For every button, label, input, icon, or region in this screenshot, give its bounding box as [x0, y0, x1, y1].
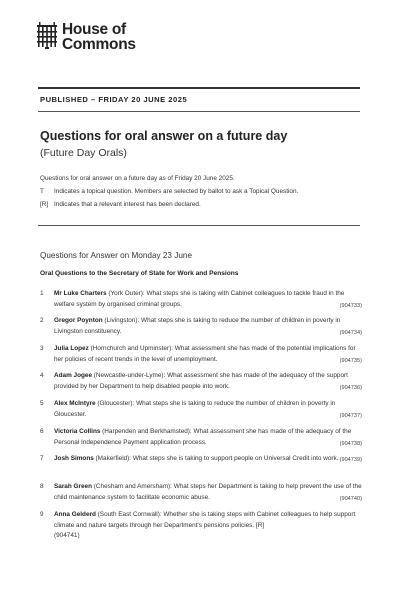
- question-reference: (904735): [339, 357, 362, 364]
- question-item: [40, 454, 362, 465]
- page-subtitle: (Future Day Orals): [40, 147, 127, 159]
- question-item: [40, 344, 362, 365]
- question-reference: (904738): [339, 440, 362, 447]
- legend-topical: [40, 188, 298, 195]
- intro-text: Questions for oral answer on a future day as of Friday 20 June 2025.: [40, 175, 235, 182]
- question-number: 7: [40, 455, 44, 462]
- member-constituency: (Makerfield):: [93, 455, 133, 462]
- question-number: 1: [40, 290, 44, 297]
- question-reference: (904733): [339, 302, 362, 309]
- question-item: [40, 399, 362, 420]
- question-item: [40, 289, 362, 310]
- question-reference: (904737): [339, 412, 362, 419]
- section-title: Questions for Answer on Monday 23 June: [40, 251, 193, 260]
- legend-symbol: [R]: [40, 201, 49, 208]
- legend-text: Indicates a topical question. Members are selected by ballot to ask a Topical Question.: [54, 188, 299, 195]
- question-item: [40, 427, 362, 448]
- question-text: What assessment she has made of the adequacy of the support provided by her Department to help disabled people into work.: [54, 372, 348, 390]
- member-name: Adam Jogee: [54, 372, 93, 379]
- question-text: What steps she is taking to reduce the number of children in poverty in Gloucester.: [54, 400, 336, 418]
- page-title: Questions for oral answer on a future day: [40, 129, 288, 143]
- member-name: Sarah Green: [54, 483, 93, 490]
- member-constituency: (Livingston):: [102, 317, 142, 324]
- question-number: 3: [40, 345, 44, 352]
- question-text: What steps she is taking with Cabinet colleagues to tackle fraud in the welfare system by organised criminal groups.: [54, 290, 345, 308]
- question-reference: (904736): [339, 384, 362, 391]
- department-subheading: Oral Questions to the Secretary of State for Work and Pensions: [40, 270, 239, 277]
- member-name: Mr Luke Charters: [54, 290, 107, 297]
- member-name: Alex McIntyre: [54, 400, 96, 407]
- published-date: PUBLISHED – FRIDAY 20 JUNE 2025: [40, 95, 188, 104]
- question-text: What assessment she has made of the potential implications for her policies of recent trends in the level of unemployment.: [54, 345, 356, 363]
- house-of-commons-logo: [36, 22, 136, 52]
- member-name: Julia Lopez: [54, 345, 89, 352]
- member-constituency: (York Outer):: [106, 290, 147, 297]
- section-rule: [38, 225, 360, 226]
- portcullis-icon: [36, 22, 58, 50]
- member-constituency: (South East Cornwall):: [95, 511, 164, 518]
- member-name: Josh Simons: [54, 455, 94, 462]
- question-text: What steps she is taking to reduce the number of children in poverty in Livingston constituency.: [54, 317, 341, 335]
- legend-text: Indicates that a relevant interest has been declared.: [54, 201, 201, 208]
- question-number: 2: [40, 317, 44, 324]
- question-reference: (904734): [339, 329, 362, 336]
- question-item: [40, 316, 362, 337]
- member-constituency: (Hornchurch and Upminster):: [88, 345, 175, 352]
- question-number: 4: [40, 372, 44, 379]
- question-reference: (904740): [339, 495, 362, 502]
- question-text: What steps her Department is taking to help prevent the use of the child maintenance system to facilitate economic abuse.: [54, 483, 362, 501]
- question-number: 5: [40, 400, 44, 407]
- question-item: [40, 510, 362, 542]
- logo-wordmark: [62, 22, 136, 52]
- member-constituency: (Gloucester):: [95, 400, 137, 407]
- member-name: Anna Gelderd: [54, 511, 96, 518]
- logo-line-2: Commons: [62, 36, 136, 53]
- question-text: Whether she is taking steps with Cabinet colleagues to help support climate and nature targets through her Department's pensions policies. [R]: [54, 511, 356, 529]
- question-number: 8: [40, 483, 44, 490]
- legend-interest: [40, 201, 201, 208]
- question-text: What assessment she has made of the adequacy of the Personal Independence Payment application process.: [54, 428, 352, 446]
- question-text: What steps she is taking to support people on Universal Credit into work.: [132, 455, 339, 462]
- legend-symbol: T: [40, 188, 44, 195]
- question-number: 6: [40, 428, 44, 435]
- logo-line-1: House of: [62, 21, 126, 38]
- question-item: [40, 482, 362, 503]
- member-name: Gregor Poynton: [54, 317, 103, 324]
- member-constituency: (Newcastle-under-Lyme):: [92, 372, 168, 379]
- header-bottom-rule: [38, 111, 360, 112]
- question-item: [40, 371, 362, 392]
- member-constituency: (Chesham and Amersham):: [92, 483, 174, 490]
- question-reference: (904739): [339, 457, 362, 463]
- question-number: 9: [40, 511, 44, 518]
- header-top-rule: [38, 87, 360, 89]
- member-constituency: (Harpenden and Berkhamsted):: [100, 428, 194, 435]
- member-name: Victoria Collins: [54, 428, 101, 435]
- question-reference: (904741): [54, 532, 80, 539]
